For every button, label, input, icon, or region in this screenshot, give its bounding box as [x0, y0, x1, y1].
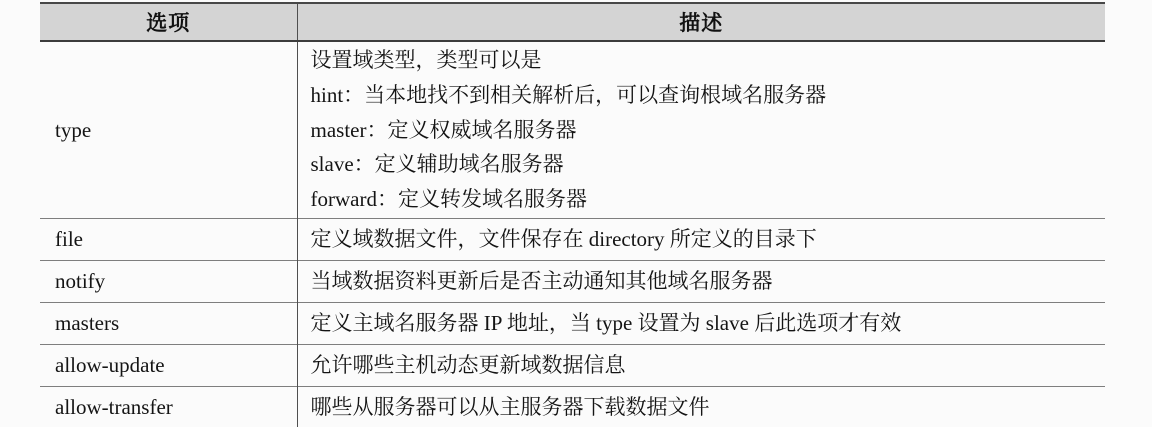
- table-row-notify: [40, 261, 1105, 303]
- description-line: 当域数据资料更新后是否主动通知其他域名服务器: [310, 269, 773, 294]
- table-row-file: [40, 219, 1105, 261]
- table-row-allow-transfer: [40, 387, 1105, 427]
- description-line: 定义域数据文件，文件保存在 directory 所定义的目录下: [310, 227, 817, 252]
- option-cell: type: [40, 41, 297, 219]
- description-line: forward：定义转发域名服务器: [310, 187, 587, 212]
- dns-zone-options-table: [40, 2, 1105, 427]
- description-line: 设置域类型，类型可以是: [310, 48, 542, 72]
- description-line: master：定义权威域名服务器: [310, 117, 577, 142]
- option-cell: allow-transfer: [40, 387, 297, 427]
- description-cell: [297, 345, 1105, 387]
- option-cell: masters: [40, 303, 297, 345]
- description-cell: [297, 41, 1105, 219]
- table-row-masters: [40, 303, 1105, 345]
- description-line: 定义主域名服务器 IP 地址，当 type 设置为 slave 后此选项才有效: [310, 311, 902, 336]
- option-cell: file: [40, 219, 297, 261]
- description-cell: [297, 387, 1105, 427]
- table-row-type: [40, 41, 1105, 219]
- description-cell: [297, 261, 1105, 303]
- description-cell: [297, 303, 1105, 345]
- description-line: 哪些从服务器可以从主服务器下载数据文件: [310, 395, 710, 420]
- option-cell: allow-update: [40, 345, 297, 387]
- table-row-allow-update: [40, 345, 1105, 387]
- description-cell: [297, 219, 1105, 261]
- description-line: 允许哪些主机动态更新域数据信息: [310, 353, 626, 378]
- table-header-row: [40, 3, 1105, 41]
- description-line: hint：当本地找不到相关解析后，可以查询根域名服务器: [310, 82, 827, 107]
- column-header-option: 选项: [40, 3, 297, 41]
- description-line: slave：定义辅助域名服务器: [310, 152, 564, 177]
- option-cell: notify: [40, 261, 297, 303]
- column-header-description: 描述: [297, 3, 1105, 41]
